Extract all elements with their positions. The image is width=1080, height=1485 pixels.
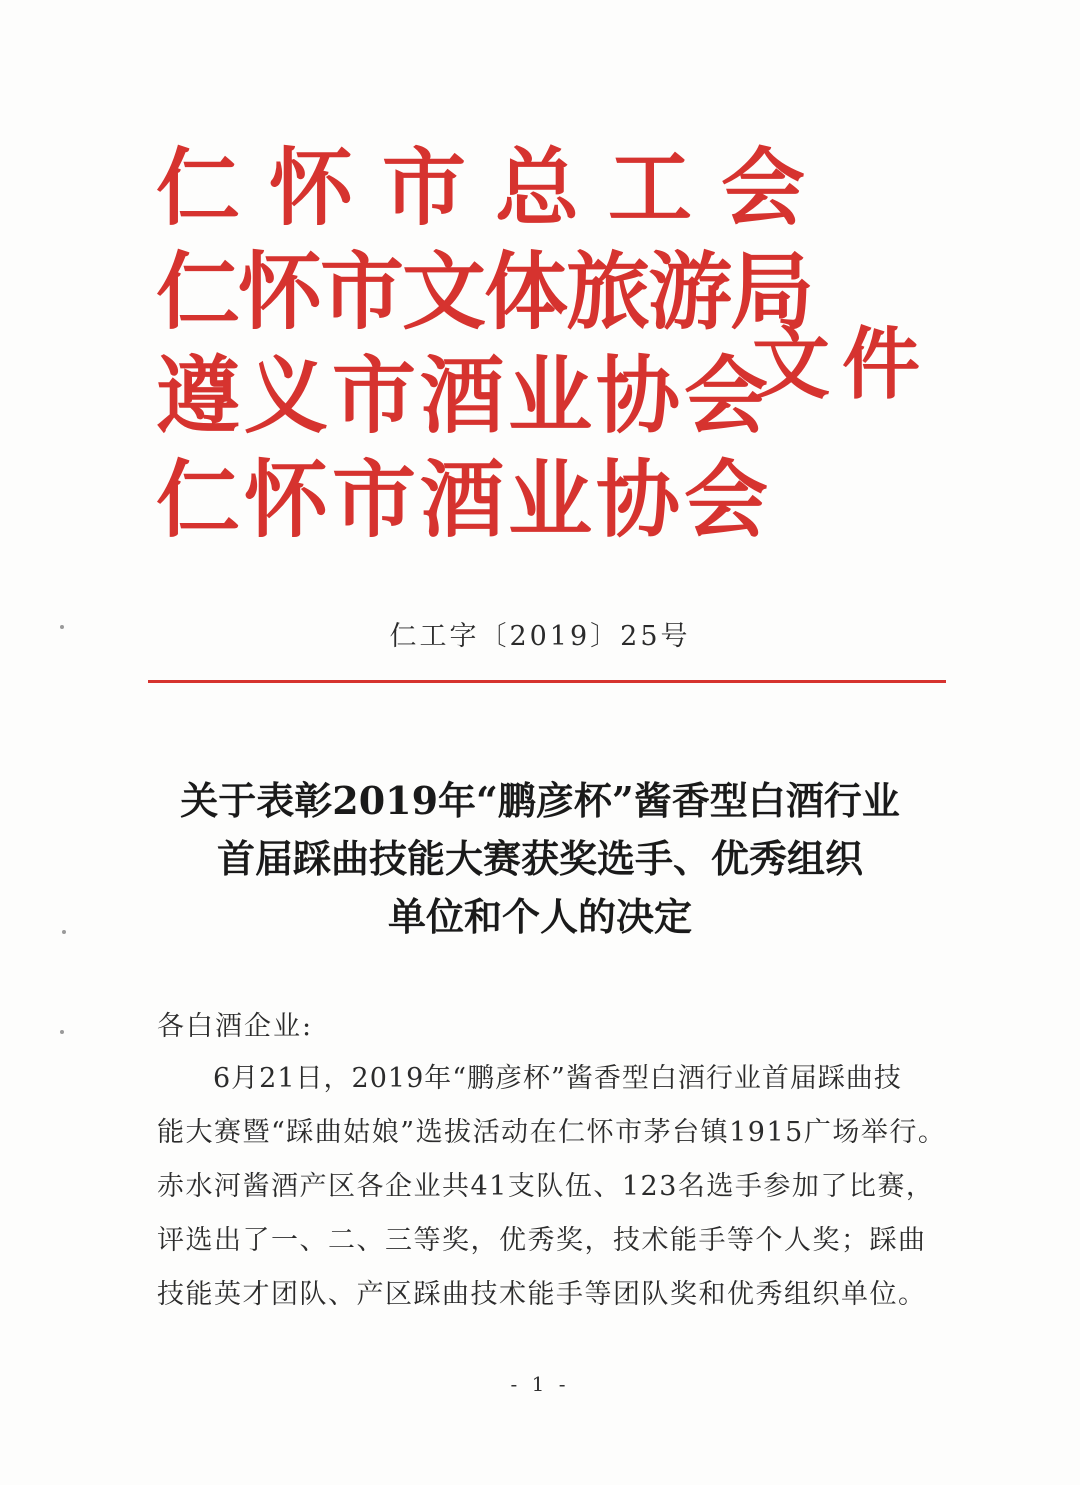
issuer-block bbox=[156, 138, 835, 554]
salutation: 各白酒企业: bbox=[157, 1011, 314, 1042]
title-line-1: 关于表彰2019年“鹏彦杯”酱香型白酒行业 bbox=[180, 778, 900, 823]
body-line-5: 技能英才团队、产区踩曲技术能手等团队奖和优秀组织单位。 bbox=[157, 1279, 927, 1310]
issuer-line-1: 仁怀市总工会 bbox=[156, 138, 835, 237]
margin-binding-mark bbox=[60, 625, 64, 629]
issuer-line-4: 仁怀市酒业协会 bbox=[156, 450, 773, 549]
title-line-3: 单位和个人的决定 bbox=[387, 894, 692, 939]
body-line-3: 赤水河酱酒产区各企业共41支队伍、123名选手参加了比赛， bbox=[157, 1171, 935, 1202]
margin-binding-mark bbox=[62, 930, 66, 934]
body-paragraph bbox=[157, 1058, 947, 1328]
red-divider-line bbox=[148, 680, 946, 683]
issuer-line-2: 仁怀市文体旅游局 bbox=[156, 242, 813, 341]
document-number: 仁工字〔2019〕25号 bbox=[389, 621, 691, 652]
body-line-1: 6月21日，2019年“鹏彦杯”酱香型白酒行业首届踩曲技 bbox=[213, 1063, 902, 1094]
document-title bbox=[0, 772, 1080, 946]
document-type-label: 文件 bbox=[752, 319, 933, 410]
title-line-2: 首届踩曲技能大赛获奖选手、优秀组织 bbox=[216, 836, 863, 881]
margin-binding-mark bbox=[60, 1030, 64, 1034]
body-line-4: 评选出了一、二、三等奖，优秀奖，技术能手等个人奖；踩曲 bbox=[157, 1225, 927, 1256]
issuer-line-3: 遵义市酒业协会 bbox=[156, 346, 773, 445]
body-line-2: 能大赛暨“踩曲姑娘”选拔活动在仁怀市茅台镇1915广场举行。 bbox=[157, 1117, 947, 1148]
page-number: - 1 - bbox=[510, 1372, 570, 1396]
